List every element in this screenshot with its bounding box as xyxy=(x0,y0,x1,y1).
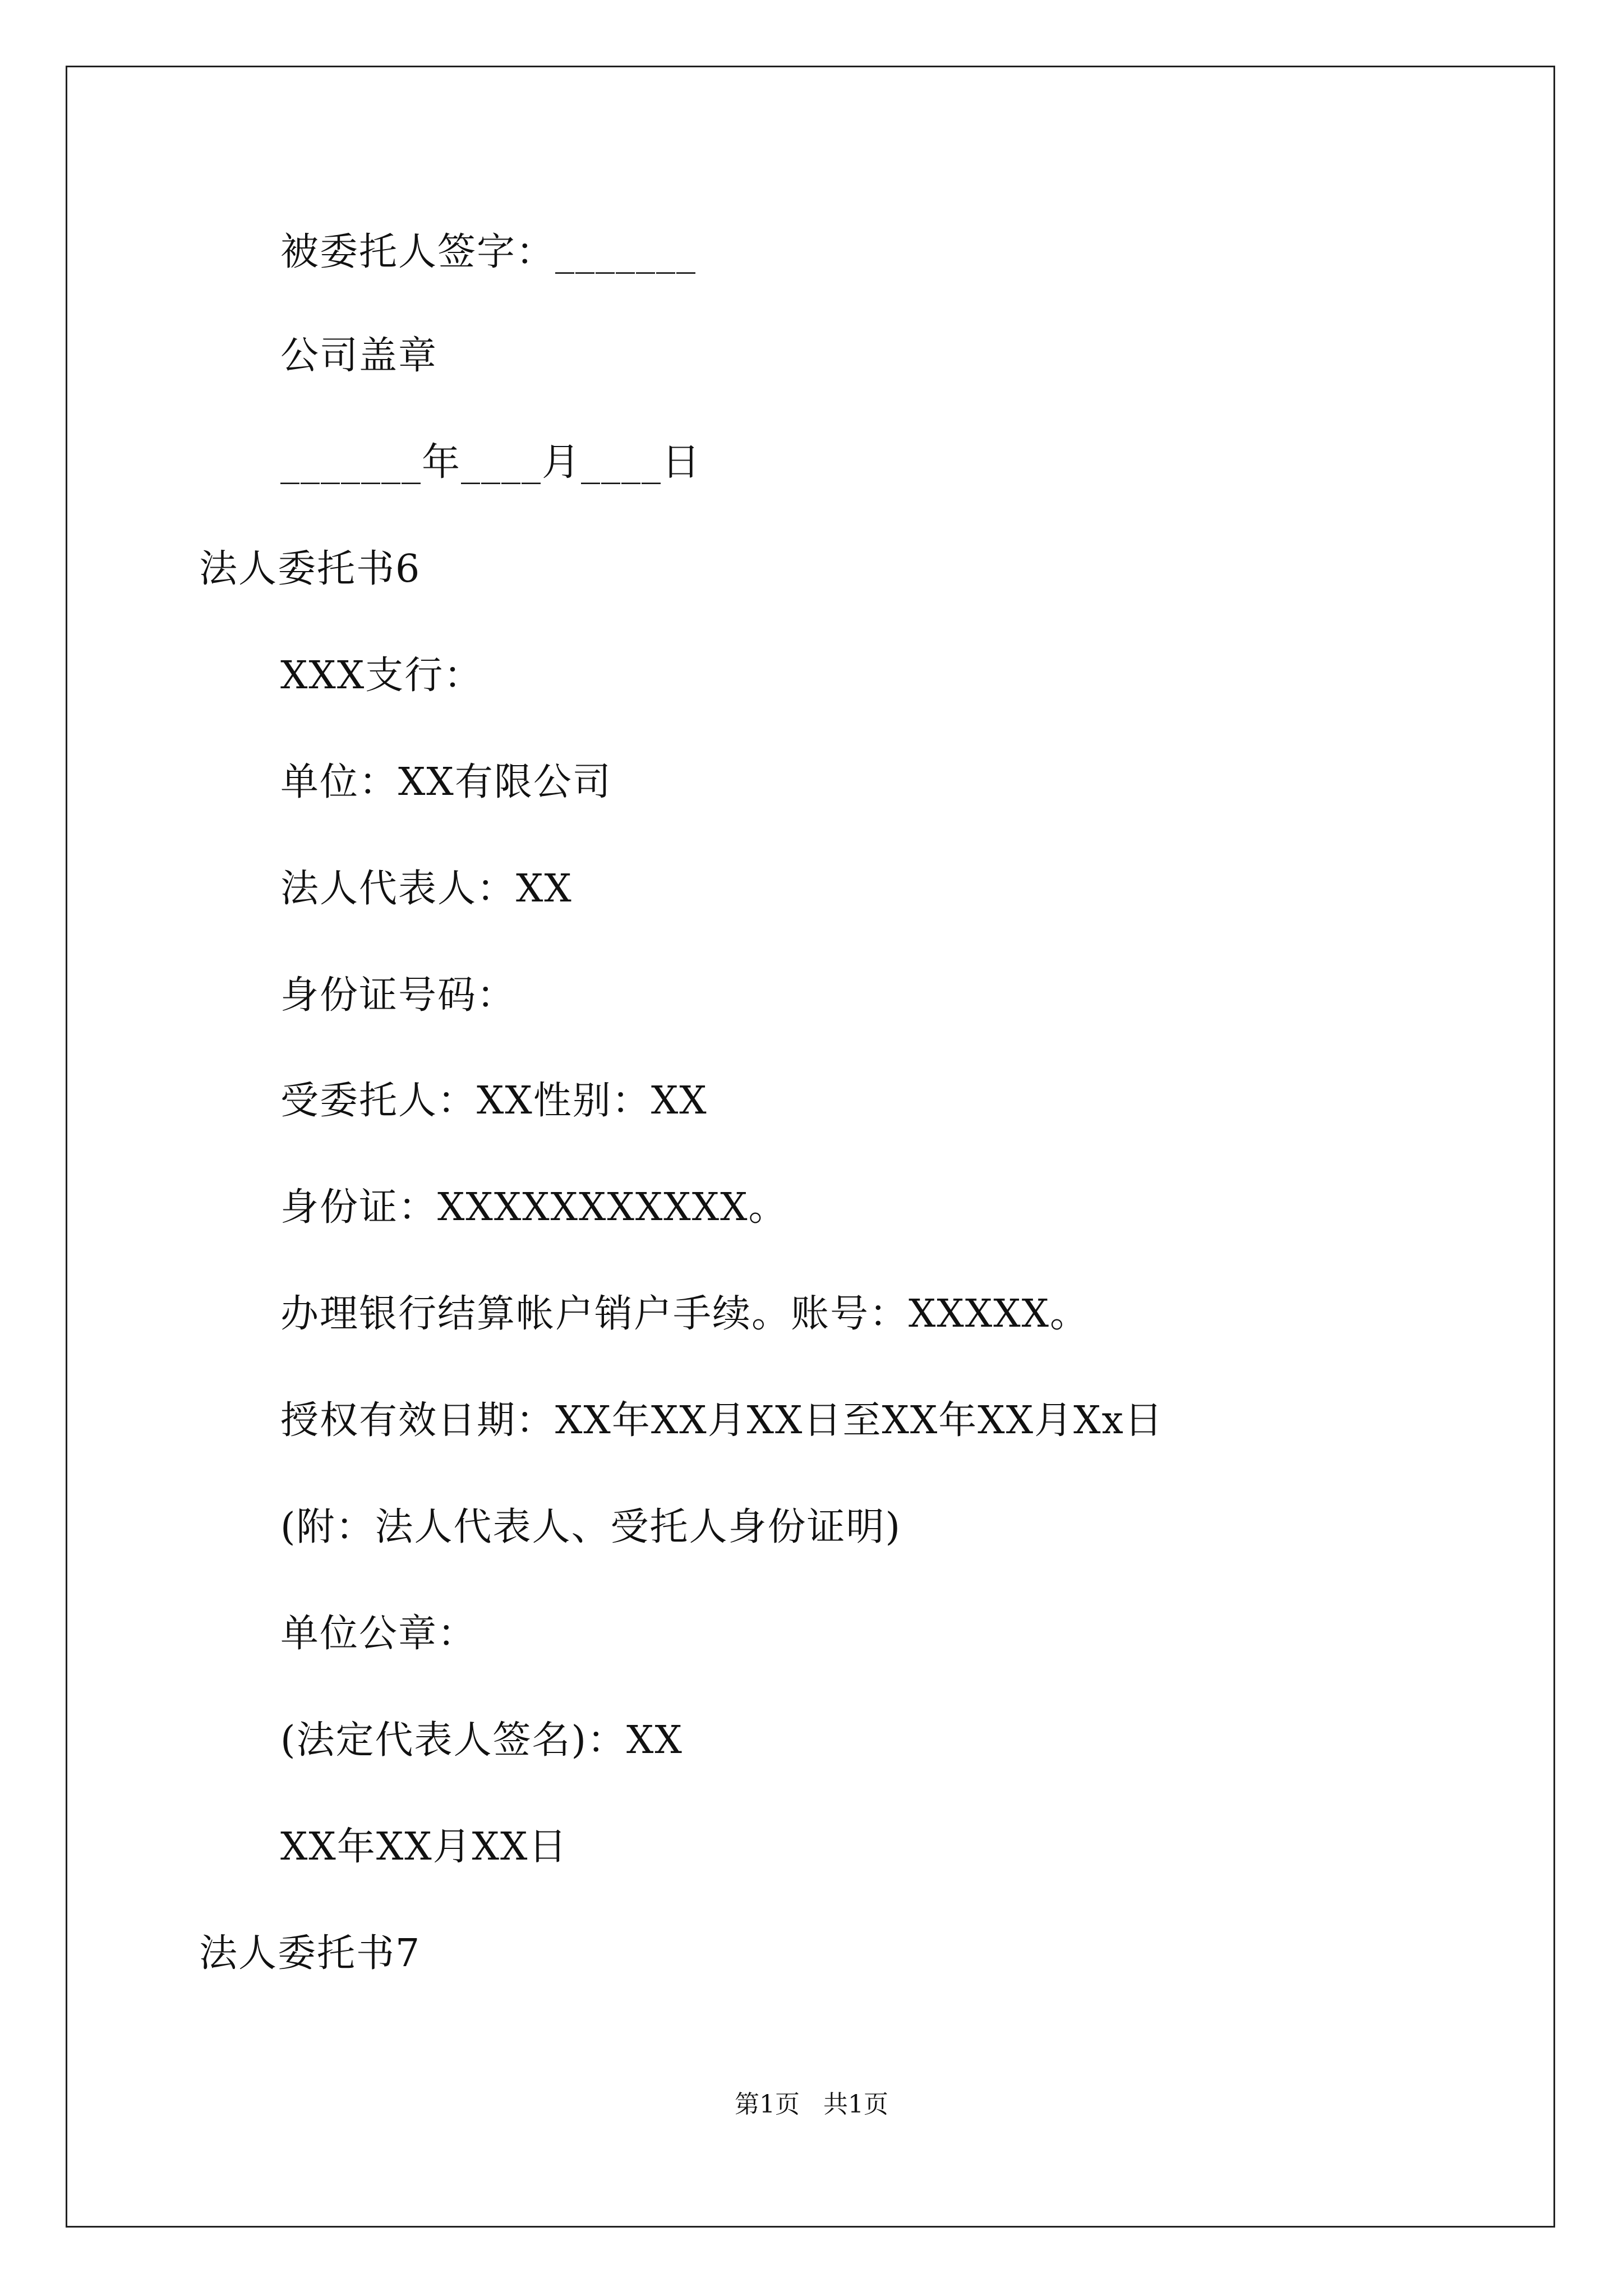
date-line: XX年XX月XX日 xyxy=(280,1825,568,1869)
page-footer: 第1页 共1页 xyxy=(735,2090,888,2119)
legal-sign-line: (法定代表人签名)：XX xyxy=(280,1718,683,1763)
entrustee-signature-line: 被委托人签字：_______ xyxy=(280,230,697,274)
page-border xyxy=(66,66,1555,2228)
id-card-line: 身份证：XXXXXXXXXXX。 xyxy=(280,1185,788,1230)
legal-rep-line: 法人代表人：XX xyxy=(280,867,573,911)
unit-line: 单位：XX有限公司 xyxy=(280,760,612,804)
entrustee-line: 受委托人：XX性别：XX xyxy=(280,1079,708,1123)
company-seal-line: 公司盖章 xyxy=(280,334,438,378)
validity-line: 授权有效日期：XX年XX月XX日至XX年XX月Xx日 xyxy=(280,1398,1164,1443)
attachment-line: (附：法人代表人、受托人身份证明) xyxy=(280,1505,902,1549)
id-number-line: 身份证号码： xyxy=(280,973,517,1018)
unit-seal-line: 单位公章： xyxy=(280,1612,477,1656)
addressee-line: XXX支行： xyxy=(280,654,483,698)
section-heading-7: 法人委托书7 xyxy=(199,1931,421,1976)
date-blank-line: _______年____月____日 xyxy=(280,440,702,485)
section-heading-6: 法人委托书6 xyxy=(199,547,421,591)
business-line: 办理银行结算帐户销户手续。账号：XXXXX。 xyxy=(280,1292,1090,1336)
